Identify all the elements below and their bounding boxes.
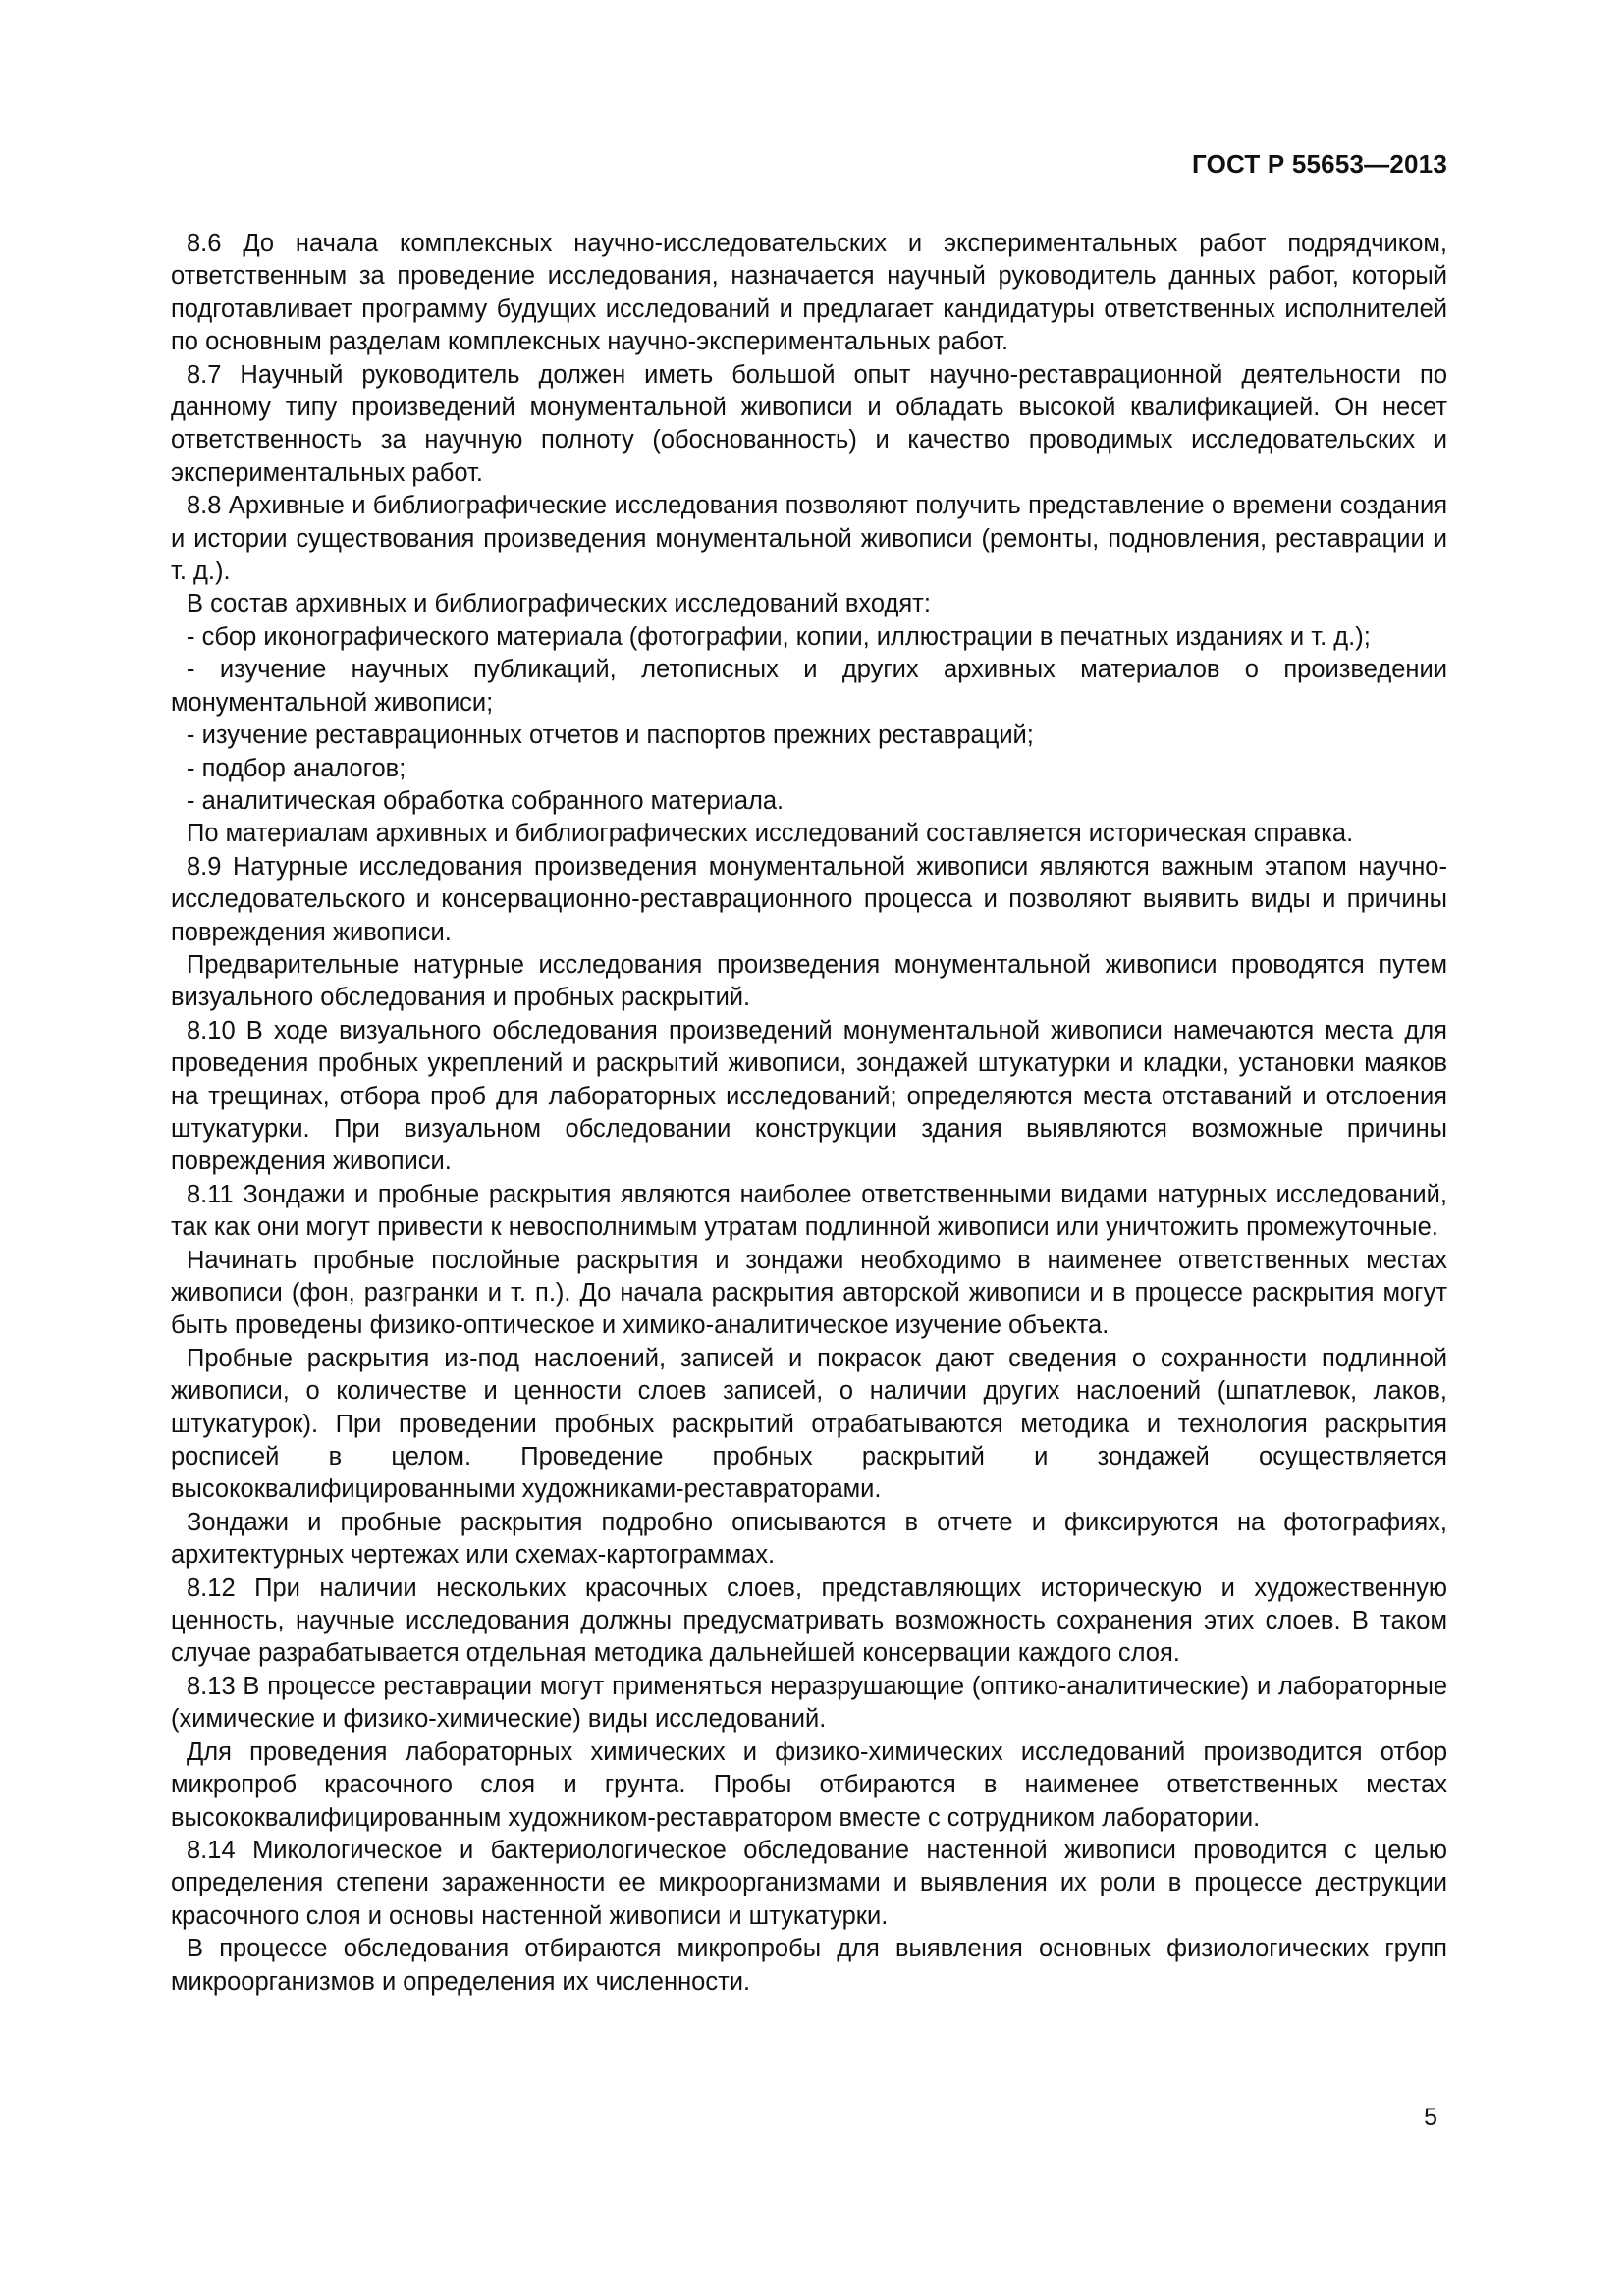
paragraph: 8.6 До начала комплексных научно-исследовательских и экспериментальных работ подрядчиком, ответственным за проведение исследования, назначается научный руководитель данных работ, который подготавливает программу будущих исследований и предлагает кандидатуры ответственных исполнителей по основным разделам комплексных научно-экспериментальных работ.	[171, 230, 1447, 356]
paragraph: 8.10 В ходе визуального обследования произведений монументальной живописи намечаются места для проведения пробных укреплений и раскрытий живописи, зондажей штукатурки и кладки, установки маяков на трещинах, отбора проб для лабораторных исследований; определяются места отставаний и отслоения штукатурки. При визуальном обследовании конструкции здания выявляются возможные причины повреждения живописи.	[171, 1016, 1447, 1176]
page-number: 5	[1424, 2104, 1437, 2131]
paragraph: 8.12 При наличии нескольких красочных слоев, представляющих историческую и художественную ценность, научные исследования должны предусматривать возможность сохранения этих слоев. В таком случае разрабатывается отдельная методика дальнейшей консервации каждого слоя.	[171, 1574, 1447, 1668]
paragraph: 8.13 В процессе реставрации могут применяться неразрушающие (оптико-аналитические) и лабораторные (химические и физико-химические) виды исследований.	[171, 1672, 1447, 1734]
list-item: - сбор иконографического материала (фотографии, копии, иллюстрации в печатных изданиях и т. д.);	[187, 622, 1371, 651]
paragraph: 8.11 Зондажи и пробные раскрытия являются наиболее ответственными видами натурных исследований, так как они могут привести к невосполнимым утратам подлинной живописи или уничтожить промежуточные.	[171, 1180, 1447, 1242]
list-item: - подбор аналогов;	[187, 754, 406, 782]
paragraph: Для проведения лабораторных химических и физико-химических исследований производится отбор микропроб красочного слоя и грунта. Пробы отбираются в наименее ответственных местах высококвалифицированным художником-реставратором вместе с сотрудником лаборатории.	[171, 1737, 1447, 1832]
paragraph: 8.14 Микологическое и бактериологическое обследование настенной живописи проводится с целью определения степени зараженности ее микроорганизмами и выявления их роли в процессе деструкции красочного слоя и основы настенной живописи и штукатурки.	[171, 1836, 1447, 1930]
document-code: ГОСТ Р 55653—2013	[1192, 149, 1447, 179]
document-body	[171, 228, 1447, 1999]
paragraph: По материалам архивных и библиографических исследований составляется историческая справка.	[187, 820, 1354, 848]
paragraph: В состав архивных и библиографических исследований входят:	[187, 590, 931, 618]
paragraph: Зондажи и пробные раскрытия подробно описываются в отчете и фиксируются на фотографиях, архитектурных чертежах или схемах-картограммах.	[171, 1508, 1447, 1570]
paragraph: Пробные раскрытия из-под наслоений, записей и покрасок дают сведения о сохранности подлинной живописи, о количестве и ценности слоев записей, о наличии других наслоений (шпатлевок, лаков, штукатурок). При проведении пробных раскрытий отрабатываются методика и технология раскрытия росписей в целом. Проведение пробных раскрытий и зондажей осуществляется высококвалифицированными художниками-реставраторами.	[171, 1344, 1447, 1504]
paragraph: Предварительные натурные исследования произведения монументальной живописи проводятся путем визуального обследования и пробных раскрытий.	[171, 950, 1447, 1012]
paragraph: В процессе обследования отбираются микропробы для выявления основных физиологических групп микроорганизмов и определения их численности.	[171, 1935, 1447, 1996]
list-item: - изучение научных публикаций, летописных и других архивных материалов о произведении монументальной живописи;	[171, 656, 1447, 717]
paragraph: 8.8 Архивные и библиографические исследования позволяют получить представление о времени создания и истории существования произведения монументальной живописи (ремонты, подновления, реставрации и т. д.).	[171, 492, 1447, 586]
paragraph: 8.9 Натурные исследования произведения монументальной живописи являются важным этапом научно-исследовательского и консервационно-реставрационного процесса и позволяют выявить виды и причины повреждения живописи.	[171, 852, 1447, 946]
paragraph: Начинать пробные послойные раскрытия и зондажи необходимо в наименее ответственных местах живописи (фон, разгранки и т. п.). До начала раскрытия авторской живописи и в процессе раскрытия могут быть проведены физико-оптическое и химико-аналитическое изучение объекта.	[171, 1246, 1447, 1340]
list-item: - аналитическая обработка собранного материала.	[187, 786, 785, 815]
paragraph: 8.7 Научный руководитель должен иметь большой опыт научно-реставрационной деятельности по данному типу произведений монументальной живописи и обладать высокой квалификацией. Он несет ответственность за научную полноту (обоснованность) и качество проводимых исследовательских и экспериментальных работ.	[171, 360, 1447, 487]
list-item: - изучение реставрационных отчетов и паспортов прежних реставраций;	[187, 721, 1034, 750]
